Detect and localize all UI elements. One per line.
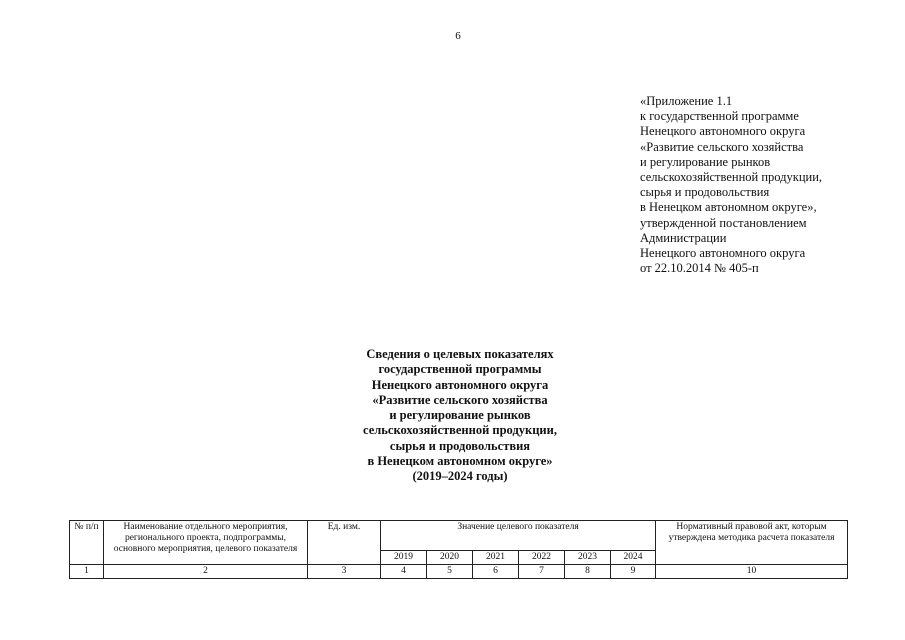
year-cell: 2020 — [427, 551, 473, 565]
table-column-numbers-row — [70, 565, 848, 579]
appendix-line: сельскохозяйственной продукции, — [640, 170, 823, 185]
appendix-line: «Приложение 1.1 — [640, 94, 733, 108]
year-cell: 2024 — [611, 551, 656, 565]
header-unit: Ед. изм. — [308, 521, 381, 565]
header-number: № п/п — [70, 521, 104, 565]
column-number-cell: 4 — [381, 565, 427, 579]
column-number-cell: 7 — [519, 565, 565, 579]
year-cell: 2022 — [519, 551, 565, 565]
header-act: Нормативный правовой акт, которым утверждена методика расчета показателя — [656, 521, 848, 565]
title-line: и регулирование рынков — [389, 408, 531, 423]
header-name: Наименование отдельного мероприятия, регионального проекта, подпрограммы, основного мероприятия, целевого показателя — [104, 521, 308, 565]
year-cell: 2019 — [381, 551, 427, 565]
title-line: «Развитие сельского хозяйства — [372, 392, 548, 407]
year-cell: 2023 — [565, 551, 611, 565]
appendix-block — [640, 94, 880, 276]
document-title — [300, 347, 620, 485]
page-number: 6 — [455, 30, 461, 42]
column-number-cell: 9 — [611, 565, 656, 579]
column-number-cell: 6 — [473, 565, 519, 579]
indicators-table — [69, 520, 848, 579]
title-line: государственной программы — [378, 362, 542, 377]
title-line: в Ненецком автономном округе» — [367, 454, 553, 469]
header-values: Значение целевого показателя — [381, 521, 656, 551]
appendix-line: Ненецкого автономного округа — [640, 246, 806, 261]
table-header-row — [70, 521, 848, 551]
appendix-line: утвержденной постановлением — [640, 215, 807, 230]
column-number-cell: 3 — [308, 565, 381, 579]
column-number-cell: 10 — [656, 565, 848, 579]
title-line: сельскохозяйственной продукции, — [363, 423, 557, 438]
year-cell: 2021 — [473, 551, 519, 565]
appendix-line: «Развитие сельского хозяйства — [640, 139, 804, 154]
appendix-line: Ненецкого автономного округа — [640, 124, 806, 139]
column-number-cell: 5 — [427, 565, 473, 579]
title-line: Ненецкого автономного округа — [371, 377, 549, 392]
title-line: (2019–2024 годы) — [412, 469, 508, 484]
title-line: сырья и продовольствия — [389, 438, 531, 453]
title-line: Сведения о целевых показателях — [366, 347, 554, 361]
appendix-line: Администрации — [640, 230, 727, 245]
column-number-cell: 8 — [565, 565, 611, 579]
appendix-line: в Ненецком автономном округе», — [640, 200, 817, 215]
appendix-line: к государственной программе — [640, 109, 799, 124]
appendix-line: сырья и продовольствия — [640, 185, 770, 200]
appendix-line: от 22.10.2014 № 405-п — [640, 261, 759, 276]
column-number-cell: 1 — [70, 565, 104, 579]
column-number-cell: 2 — [104, 565, 308, 579]
appendix-line: и регулирование рынков — [640, 154, 771, 169]
